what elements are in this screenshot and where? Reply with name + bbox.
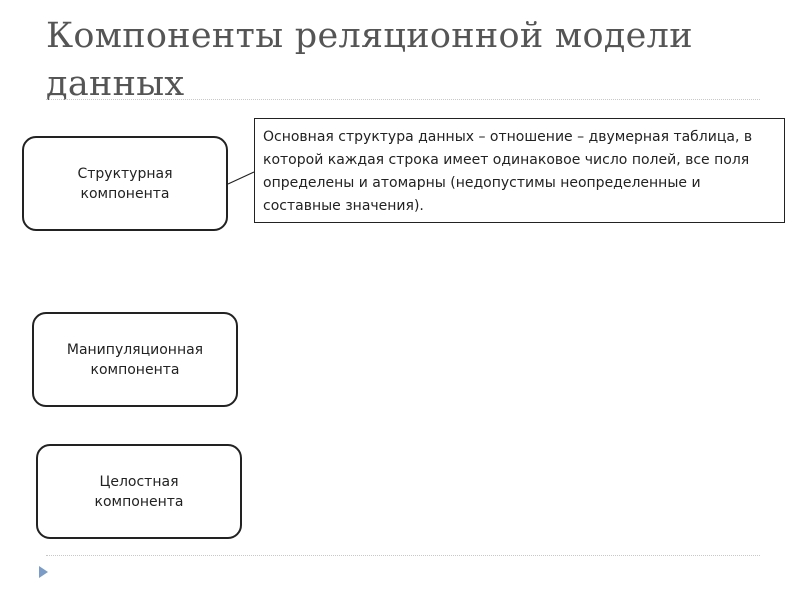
title-divider: [46, 99, 760, 100]
structural-description-box: Основная структура данных – отношение – двумерная таблица, в которой каждая строка имеет одинаковое число полей, все поля определены и атомарны (недопустимы неопределенные и составные значения).: [254, 118, 785, 223]
page-title: [46, 12, 746, 108]
manipulation-component-box: Манипуляционная компонента: [32, 312, 238, 407]
footer-divider: [46, 555, 760, 556]
page-title-line-1: Компоненты реляционной модели: [46, 16, 693, 56]
structural-component-box: Структурная компонента: [22, 136, 228, 231]
triangle-bullet-icon: [39, 566, 48, 578]
integrity-component-box: Целостная компонента: [36, 444, 242, 539]
page-title-line-2: данных: [46, 64, 185, 104]
structural-to-description-connector: [228, 172, 254, 184]
